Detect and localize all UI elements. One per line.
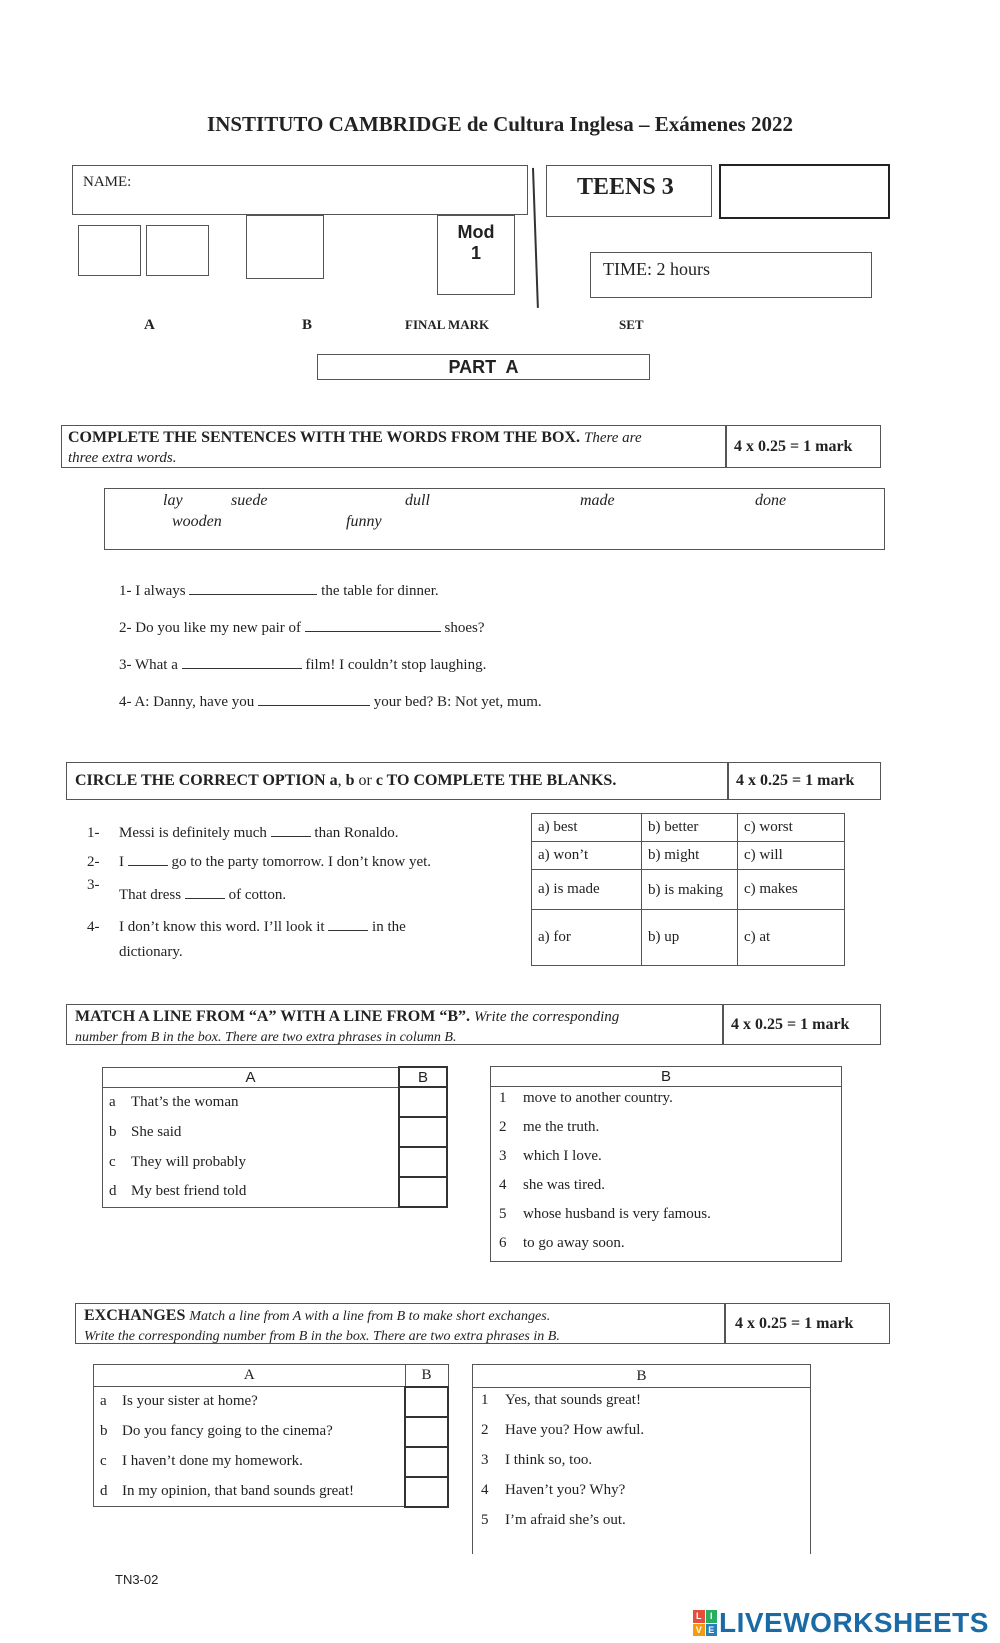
sec2-title-c: c [375, 772, 383, 789]
question-1-number: 1- [87, 825, 100, 841]
exchange-a-row-b [94, 1417, 406, 1447]
vertical-divider [532, 168, 539, 308]
match-a-text: That’s the woman [131, 1093, 239, 1110]
part-a-label: PART A [448, 357, 519, 377]
match-a-text: She said [131, 1123, 182, 1140]
question-3 [119, 884, 286, 904]
option-1a[interactable]: a) best [532, 814, 642, 842]
sec3-mark: 4 x 0.25 = 1 mark [731, 1016, 850, 1033]
mod-box [437, 215, 515, 295]
match-b-num: 6 [499, 1235, 507, 1251]
match-table-a [102, 1066, 448, 1208]
exchange-a-text: I haven’t done my homework. [122, 1453, 303, 1469]
page-code: TN3-02 [115, 1572, 159, 1587]
exchange-b-num: 1 [481, 1392, 489, 1408]
question-3-blank[interactable] [185, 884, 225, 899]
exchange-b-col-header: B [473, 1365, 810, 1388]
logo-letter-e: E [706, 1624, 718, 1637]
sentence-2 [119, 617, 485, 637]
sec4-instruction-2: Write the corresponding number from B in the box. There are two extra phrases in B. [84, 1329, 560, 1344]
exchange-b-item [481, 1418, 802, 1448]
question-2 [87, 851, 537, 871]
sec2-header-text [69, 769, 622, 793]
exchange-answer-box-c[interactable] [405, 1447, 448, 1477]
option-3a[interactable]: a) is made [532, 870, 642, 910]
label-set: SET [619, 317, 644, 332]
score-box-b[interactable] [246, 215, 324, 279]
match-a-letter: c [109, 1153, 116, 1170]
sentence-4-start: 4- A: Danny, have you [119, 694, 255, 710]
match-b-header: B [399, 1067, 447, 1087]
logo-letter-v: V [693, 1624, 705, 1637]
sec4-title: EXCHANGES [84, 1307, 186, 1324]
exchange-a-row-c [94, 1447, 406, 1477]
exchange-a-letter: c [100, 1453, 107, 1469]
score-box-a1[interactable] [78, 225, 141, 276]
sentence-3-end: film! I couldn’t stop laughing. [305, 657, 487, 673]
label-b: B [302, 317, 313, 333]
match-b-text: she was tired. [523, 1177, 606, 1193]
question-1 [87, 822, 537, 842]
options-table [531, 813, 845, 966]
match-b-item [499, 1087, 833, 1116]
sec2-title-or: or [358, 772, 372, 789]
mod-number: 1 [470, 243, 481, 263]
exchange-a-header: A [94, 1365, 406, 1387]
match-a-row-b [103, 1117, 400, 1147]
match-b-item [499, 1174, 833, 1203]
match-b-text: whose husband is very famous. [523, 1206, 711, 1222]
exchange-a-row-a [94, 1387, 406, 1417]
sec1-header [61, 425, 881, 468]
sentence-3-blank[interactable] [182, 654, 302, 669]
sec4-mark-divider [724, 1304, 726, 1343]
exchange-b-header: B [405, 1365, 448, 1387]
question-3-end: of cotton. [228, 887, 287, 903]
word-done: done [755, 492, 787, 509]
exchange-b-text: Haven’t you? Why? [505, 1482, 626, 1498]
question-2-end: go to the party tomorrow. I don’t know yet. [171, 854, 432, 870]
match-a-letter: b [109, 1123, 117, 1140]
match-a-text: They will probably [131, 1153, 246, 1170]
match-b-col-header: B [491, 1067, 842, 1087]
option-4a[interactable]: a) for [532, 910, 642, 966]
question-1-end: than Ronaldo. [314, 825, 399, 841]
sentence-1-start: 1- I always [119, 583, 186, 599]
option-2a[interactable]: a) won’t [532, 842, 642, 870]
sec2-mark: 4 x 0.25 = 1 mark [736, 772, 855, 789]
question-2-number: 2- [87, 854, 100, 870]
word-lay: lay [163, 492, 183, 509]
sec1-title: COMPLETE THE SENTENCES WITH THE WORDS FROM THE BOX. [68, 429, 580, 446]
match-b-num: 2 [499, 1119, 507, 1135]
match-b-text: me the truth. [523, 1119, 600, 1135]
option-3b[interactable]: b) is making [642, 870, 738, 910]
exchange-a-letter: d [100, 1482, 108, 1499]
exchange-table-a [93, 1364, 449, 1508]
question-4 [87, 916, 537, 936]
question-4-end: in the [372, 919, 406, 935]
exchange-b-item [481, 1388, 802, 1418]
match-b-item [499, 1116, 833, 1145]
logo-letter-l: L [693, 1610, 705, 1623]
match-b-item [499, 1145, 833, 1174]
time-box [590, 252, 872, 298]
label-final-mark: FINAL MARK [405, 317, 490, 332]
match-b-item [499, 1203, 833, 1232]
sentence-4-end: your bed? B: Not yet, mum. [373, 694, 542, 710]
sentence-2-start: 2- Do you like my new pair of [119, 620, 302, 636]
exchange-a-letter: b [100, 1423, 108, 1439]
sentence-1 [119, 580, 439, 600]
sec1-mark: 4 x 0.25 = 1 mark [734, 438, 853, 455]
option-2c[interactable]: c) will [738, 842, 845, 870]
match-answer-box-b[interactable] [399, 1117, 447, 1147]
question-4-number: 4- [87, 919, 100, 935]
option-1b[interactable]: b) better [642, 814, 738, 842]
exchange-a-text: Do you fancy going to the cinema? [122, 1423, 333, 1439]
sentence-3 [119, 654, 486, 674]
match-b-text: to go away soon. [523, 1235, 625, 1251]
word-made: made [580, 492, 615, 509]
exchange-a-text: Is your sister at home? [122, 1393, 258, 1410]
name-field[interactable] [72, 165, 528, 215]
score-box-a2[interactable] [146, 225, 209, 276]
word-box [104, 488, 885, 550]
exchange-b-item [481, 1508, 802, 1538]
question-1-blank[interactable] [271, 822, 311, 837]
match-a-header: A [103, 1067, 400, 1087]
sentence-2-end: shoes? [444, 620, 485, 636]
match-answer-box-a[interactable] [399, 1087, 447, 1117]
exchange-answer-box-d[interactable] [405, 1477, 448, 1507]
level-box [546, 165, 712, 217]
match-b-text: move to another country. [523, 1090, 673, 1106]
exchange-b-text: I think so, too. [505, 1452, 593, 1468]
sec3-instruction-2: number from B in the box. There are two extra phrases in column B. [75, 1030, 457, 1045]
sec3-mark-divider [722, 1005, 724, 1044]
exchange-a-letter: a [100, 1393, 107, 1410]
exchange-b-text: Have you? How awful. [505, 1422, 645, 1438]
exchange-b-item [481, 1478, 802, 1508]
question-1-start: Messi is definitely much [119, 825, 267, 841]
exchange-a-text: In my opinion, that band sounds great! [122, 1482, 355, 1499]
exchange-answer-box-b[interactable] [405, 1417, 448, 1447]
sec1-mark-divider [725, 426, 727, 467]
option-2b[interactable]: b) might [642, 842, 738, 870]
sec2-title-sep: , [337, 772, 342, 789]
sec2-mark-divider [727, 763, 729, 799]
logo-icon [693, 1610, 717, 1636]
match-b-list [491, 1087, 842, 1262]
option-4b[interactable]: b) up [642, 910, 738, 966]
question-3-number: 3- [87, 877, 100, 893]
match-a-row-d [103, 1177, 400, 1207]
sentence-1-end: the table for dinner. [321, 583, 439, 599]
liveworksheets-logo[interactable] [693, 1605, 989, 1641]
match-b-item [499, 1232, 833, 1261]
exam-title: INSTITUTO CAMBRIDGE de Cultura Inglesa – Exámenes 2022 [207, 112, 793, 136]
exchange-b-text: Yes, that sounds great! [505, 1392, 641, 1408]
match-b-num: 1 [499, 1090, 507, 1106]
option-3c[interactable]: c) makes [738, 870, 845, 910]
exchange-b-num: 5 [481, 1512, 489, 1528]
sentence-4-blank[interactable] [258, 691, 370, 706]
word-wooden: wooden [172, 513, 222, 530]
exchange-table-b [472, 1364, 811, 1554]
sec2-header [66, 762, 881, 800]
match-a-row-c [103, 1147, 400, 1177]
sec3-header [66, 1004, 881, 1045]
exchange-b-text: I’m afraid she’s out. [505, 1512, 626, 1528]
question-3-start: That dress [119, 887, 182, 903]
match-b-num: 3 [499, 1148, 507, 1164]
match-answer-box-d[interactable] [399, 1177, 447, 1207]
exchange-b-num: 4 [481, 1482, 489, 1498]
part-a-banner [317, 354, 650, 380]
question-2-blank[interactable] [128, 851, 168, 866]
question-4-blank[interactable] [328, 916, 368, 931]
level-label: TEENS 3 [577, 174, 674, 200]
match-answer-box-c[interactable] [399, 1147, 447, 1177]
sec4-header [75, 1303, 890, 1344]
sec4-mark: 4 x 0.25 = 1 mark [735, 1315, 854, 1332]
word-dull: dull [405, 492, 430, 509]
exchange-b-num: 3 [481, 1452, 489, 1468]
word-suede: suede [231, 492, 268, 509]
option-4c[interactable]: c) at [738, 910, 845, 966]
sec3-title: MATCH A LINE FROM “A” WITH A LINE FROM “B”. [75, 1008, 470, 1025]
option-1c[interactable]: c) worst [738, 814, 845, 842]
sec1-instruction-1: There are [583, 430, 642, 446]
question-2-start: I [119, 854, 124, 870]
sec3-header-text [69, 1005, 731, 1049]
label-a: A [144, 317, 155, 333]
match-a-row-a [103, 1087, 400, 1117]
exchange-answer-box-a[interactable] [405, 1387, 448, 1417]
sec4-header-text [78, 1304, 740, 1348]
match-a-letter: a [109, 1093, 116, 1110]
logo-text: LIVEWORKSHEETS [719, 1607, 989, 1638]
mod-label: Mod [457, 222, 495, 242]
sec4-instruction-1: Match a line from A with a line from B to make short exchanges. [189, 1309, 551, 1324]
sec1-instruction-2: three extra words. [68, 450, 177, 466]
exchange-b-item [481, 1448, 802, 1478]
match-table-b [490, 1066, 842, 1262]
set-box[interactable] [719, 164, 890, 219]
exchange-a-row-d [94, 1477, 406, 1507]
match-b-num: 5 [499, 1206, 507, 1222]
question-4-cont: dictionary. [119, 944, 183, 960]
sec3-instruction-1: Write the corresponding [474, 1009, 620, 1025]
question-4-start: I don’t know this word. I’ll look it [119, 919, 325, 935]
word-funny: funny [346, 513, 382, 530]
sec2-title-a: a [329, 772, 338, 789]
sentence-1-blank[interactable] [189, 580, 317, 595]
match-b-num: 4 [499, 1177, 507, 1193]
name-label: NAME: [83, 174, 132, 190]
match-a-letter: d [109, 1183, 117, 1200]
time-label: TIME: 2 hours [603, 259, 710, 279]
logo-letter-i: I [706, 1610, 718, 1623]
exchange-b-num: 2 [481, 1422, 489, 1438]
sec2-title-1: CIRCLE THE CORRECT OPTION [75, 772, 326, 789]
sentence-3-start: 3- What a [119, 657, 178, 673]
sentence-2-blank[interactable] [305, 617, 441, 632]
sec2-title-2: TO COMPLETE THE BLANKS. [386, 772, 617, 789]
match-a-text: My best friend told [131, 1183, 247, 1200]
sec2-title-b: b [345, 772, 355, 789]
sec1-header-text [62, 426, 780, 470]
match-b-text: which I love. [523, 1148, 602, 1164]
sentence-4 [119, 691, 542, 711]
